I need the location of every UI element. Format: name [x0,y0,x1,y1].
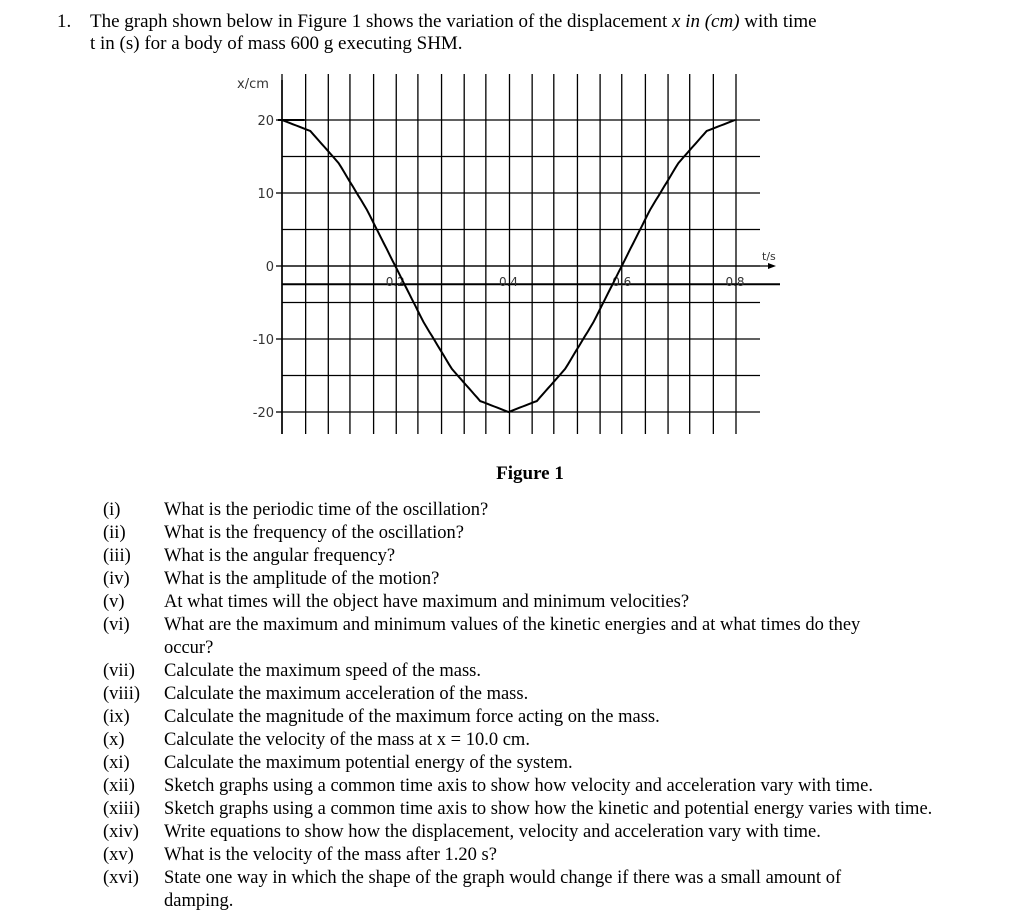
subquestion-label: (i) [103,500,121,520]
x-tick-label: 0.8 [725,275,745,289]
displacement-time-chart [220,72,780,442]
subquestion-text: Sketch graphs using a common time axis to show how the kinetic and potential energy varies with time. [164,799,933,819]
subquestion-label: (iv) [103,569,130,589]
subquestion-label: (xv) [103,845,134,865]
x-tick-label: 0.2 [385,275,405,289]
y-tick-label: 10 [257,187,274,202]
x-axis-arrow [768,263,776,269]
question-line-1-b: with time [739,11,817,32]
subquestion-label: (x) [103,730,125,750]
question-line-1 [90,11,970,33]
subquestion-text: What is the velocity of the mass after 1.20 s? [164,845,497,865]
subquestion-text: What is the angular frequency? [164,546,396,566]
subquestion-label: (xvi) [103,868,139,888]
question-line-2: t in (s) for a body of mass 600 g executing SHM. [90,33,463,54]
subquestion-text: What is the amplitude of the motion? [164,569,440,589]
question-variable: x in (cm) [672,11,740,32]
subquestion-text: Calculate the maximum speed of the mass. [164,661,481,681]
x-axis-label: t/s [762,250,776,263]
subquestion-label: (iii) [103,546,131,566]
figure-1-graph [220,72,780,442]
subquestion-label: (xiii) [103,799,140,819]
subquestion-text: What are the maximum and minimum values of the kinetic energies and at what times do they occur? [164,615,861,658]
subquestion-text: State one way in which the shape of the graph would change if there was a small amount of damping. [164,868,842,911]
subquestion-text: Calculate the velocity of the mass at x = 10.0 cm. [164,730,530,750]
y-tick-label: 20 [257,114,274,129]
y-tick-label: 0 [265,260,274,275]
subquestion-text: Calculate the maximum potential energy of the system. [164,753,573,773]
x-tick-label: 0.4 [498,275,519,289]
y-tick-label: -20 [252,406,274,421]
subquestion-text: Calculate the magnitude of the maximum force acting on the mass. [164,707,660,727]
subquestion-text: Write equations to show how the displacement, velocity and acceleration vary with time. [164,822,821,842]
figure-caption: Figure 1 [496,463,564,484]
subquestion-label: (vi) [103,615,130,635]
question-number: 1. [57,11,72,32]
y-tick-label: -10 [252,333,274,348]
y-axis-label: x/cm [237,77,269,92]
subquestion-label: (viii) [103,684,140,704]
subquestion-label: (vii) [103,661,135,681]
subquestion-text: Calculate the maximum acceleration of the mass. [164,684,529,704]
subquestion-text: What is the periodic time of the oscillation? [164,500,489,520]
x-tick-label: 0.6 [612,275,632,289]
question-line-1-a: The graph shown below in Figure 1 shows the variation of the displacement [90,11,673,32]
subquestion-label: (xi) [103,753,130,773]
subquestion-text: At what times will the object have maximum and minimum velocities? [164,592,690,612]
subquestion-label: (xiv) [103,822,139,842]
subquestion-text: Sketch graphs using a common time axis to show how velocity and acceleration vary with time. [164,776,873,796]
subquestion-label: (ii) [103,523,126,543]
subquestion-label: (xii) [103,776,135,796]
subquestion-label: (ix) [103,707,130,727]
subquestion-label: (v) [103,592,125,612]
question-stem [90,11,970,55]
subquestion-text: What is the frequency of the oscillation? [164,523,465,543]
